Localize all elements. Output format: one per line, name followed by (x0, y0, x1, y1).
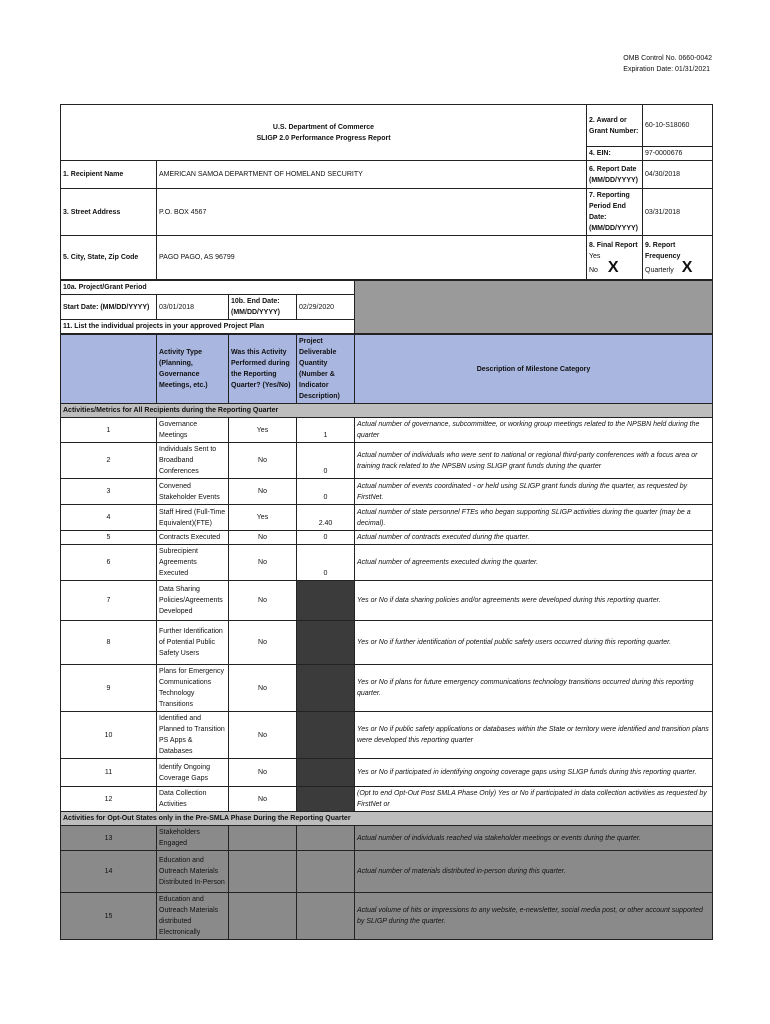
start-date-value[interactable]: 03/01/2018 (157, 295, 229, 320)
milestone-description: Yes or No if public safety applications or databases within the State or territory were identified and transition plans were developed this reporting quarter (355, 712, 713, 759)
header-blank (61, 335, 157, 404)
period-end-label: 7. Reporting Period End Date: (MM/DD/YYYY) (587, 189, 643, 236)
final-report-no: No (589, 266, 598, 274)
final-report-cell (587, 236, 643, 280)
project-period-label: 10a. Project/Grant Period (61, 281, 355, 295)
header-performed: Was this Activity Performed during the Reporting Quarter? (Yes/No) (229, 335, 297, 404)
opt-out-row (61, 826, 713, 851)
opt-out-rows (61, 826, 713, 940)
street-address-value[interactable]: P.O. BOX 4567 (157, 189, 587, 236)
performed-value[interactable] (229, 826, 297, 851)
progress-report-form (60, 104, 712, 940)
final-report-yes[interactable]: Yes (589, 252, 601, 260)
quantity-value[interactable]: 2.40 (297, 505, 355, 531)
activity-type: Governance Meetings (157, 418, 229, 443)
performed-value[interactable]: No (229, 545, 297, 581)
award-number-label: 2. Award or Grant Number: (587, 105, 643, 147)
city-state-zip-value[interactable]: PAGO PAGO, AS 96799 (157, 236, 587, 280)
performed-value[interactable]: Yes (229, 505, 297, 531)
opt-out-row (61, 851, 713, 893)
quantity-value[interactable]: 0 (297, 443, 355, 479)
end-date-label: 10b. End Date: (MM/DD/YYYY) (229, 295, 297, 320)
table-row (61, 418, 713, 443)
report-title-cell (61, 105, 587, 161)
milestone-description: Actual number of events coordinated - or held using SLIGP grant funds during the quarter, as requested by FirstNet. (355, 479, 713, 505)
report-frequency-label: 9. Report Frequency (645, 241, 681, 260)
table-row (61, 621, 713, 665)
quantity-value[interactable] (297, 581, 355, 621)
header-description: Description of Milestone Category (355, 335, 713, 404)
end-date-value[interactable]: 02/29/2020 (297, 295, 355, 320)
activity-type: Stakeholders Engaged (157, 826, 229, 851)
table-row (61, 505, 713, 531)
performed-value[interactable]: No (229, 531, 297, 545)
activity-type: Contracts Executed (157, 531, 229, 545)
opt-out-row (61, 893, 713, 940)
ein-label: 4. EIN: (587, 147, 643, 161)
row-number: 3 (61, 479, 157, 505)
performed-value[interactable]: No (229, 443, 297, 479)
table-row (61, 787, 713, 812)
period-end-value[interactable]: 03/31/2018 (643, 189, 713, 236)
table-row (61, 712, 713, 759)
row-number: 1 (61, 418, 157, 443)
row-number: 5 (61, 531, 157, 545)
milestone-description: Actual number of state personnel FTEs who began supporting SLIGP activities during the quarter (may be a decimal). (355, 505, 713, 531)
row-number: 12 (61, 787, 157, 812)
milestone-description: Actual number of materials distributed in-person during this quarter. (355, 851, 713, 893)
table-row (61, 665, 713, 712)
quantity-value[interactable] (297, 712, 355, 759)
row-number: 14 (61, 851, 157, 893)
ein-value[interactable]: 97-0000676 (643, 147, 713, 161)
row-number: 9 (61, 665, 157, 712)
shaded-block (355, 281, 713, 334)
activity-type: Plans for Emergency Communications Technology Transitions (157, 665, 229, 712)
milestone-description: Yes or No if further identification of potential public safety users occurred during this reporting quarter. (355, 621, 713, 665)
report-frequency-value: Quarterly (645, 266, 674, 274)
final-report-no-row[interactable] (589, 258, 640, 276)
quantity-value[interactable] (297, 759, 355, 787)
department-title: U.S. Department of Commerce (272, 123, 375, 131)
activity-type: Identify Ongoing Coverage Gaps (157, 759, 229, 787)
performed-value[interactable]: No (229, 665, 297, 712)
report-date-value[interactable]: 04/30/2018 (643, 161, 713, 189)
final-report-no-mark: X (607, 258, 619, 276)
table-row (61, 545, 713, 581)
row-number: 7 (61, 581, 157, 621)
activity-type: Further Identification of Potential Public Safety Users (157, 621, 229, 665)
performed-value[interactable] (229, 851, 297, 893)
row-number: 4 (61, 505, 157, 531)
project-list-label: 11. List the individual projects in your approved Project Plan (61, 320, 355, 334)
activity-type: Convened Stakeholder Events (157, 479, 229, 505)
table-row (61, 581, 713, 621)
milestone-description: Actual number of governance, subcommittee, or working group meetings related to the NPSBN held during the quarter (355, 418, 713, 443)
omb-control-number: OMB Control No. 0660-0042 (623, 55, 712, 62)
row-number: 13 (61, 826, 157, 851)
row-number: 11 (61, 759, 157, 787)
report-date-label: 6. Report Date (MM/DD/YYYY) (587, 161, 643, 189)
row-number: 8 (61, 621, 157, 665)
report-frequency-row[interactable] (645, 258, 710, 276)
recipient-name-label: 1. Recipient Name (61, 161, 157, 189)
activity-type: Staff Hired (Full-Time Equivalent)(FTE) (157, 505, 229, 531)
final-report-label: 8. Final Report (589, 241, 638, 249)
table-row (61, 479, 713, 505)
project-period-table (60, 280, 713, 334)
milestone-description: Actual number of agreements executed during the quarter. (355, 545, 713, 581)
performed-value[interactable]: Yes (229, 418, 297, 443)
milestone-description: Actual number of contracts executed during the quarter. (355, 531, 713, 545)
performed-value[interactable]: No (229, 787, 297, 812)
activity-type: Data Collection Activities (157, 787, 229, 812)
activity-type: Individuals Sent to Broadband Conferences (157, 443, 229, 479)
activity-type: Subrecipient Agreements Executed (157, 545, 229, 581)
quantity-value[interactable] (297, 787, 355, 812)
quantity-value[interactable] (297, 851, 355, 893)
table-row (61, 443, 713, 479)
activity-rows (61, 418, 713, 812)
header-activity-type: Activity Type (Planning, Governance Meetings, etc.) (157, 335, 229, 404)
quantity-value[interactable] (297, 621, 355, 665)
milestone-description: Actual number of individuals who were sent to national or regional third-party conferences with a focus area or training track related to the NPSBN using SLIGP grant funds during the quarter (355, 443, 713, 479)
quantity-value[interactable] (297, 665, 355, 712)
milestone-description: Actual volume of hits or impressions to any website, e-newsletter, social media post, or other account supported by SLIGP during the quarter. (355, 893, 713, 940)
report-title: SLIGP 2.0 Performance Progress Report (256, 134, 391, 142)
row-number: 6 (61, 545, 157, 581)
table-row (61, 759, 713, 787)
milestone-description: Actual number of individuals reached via stakeholder meetings or events during the quarter. (355, 826, 713, 851)
city-state-zip-label: 5. City, State, Zip Code (61, 236, 157, 280)
report-frequency-cell (643, 236, 713, 280)
quantity-value[interactable]: 1 (297, 418, 355, 443)
quantity-value[interactable] (297, 826, 355, 851)
activities-table (60, 334, 713, 940)
street-address-label: 3. Street Address (61, 189, 157, 236)
quantity-value[interactable]: 0 (297, 479, 355, 505)
table-row (61, 531, 713, 545)
header-table (60, 104, 713, 280)
omb-info (623, 53, 712, 75)
row-number: 15 (61, 893, 157, 940)
omb-expiration-date: Expiration Date: 01/31/2021 (623, 66, 711, 73)
performed-value[interactable] (229, 893, 297, 940)
award-number-value[interactable]: 60-10-S18060 (643, 105, 713, 147)
row-number: 2 (61, 443, 157, 479)
start-date-label: Start Date: (MM/DD/YYYY) (61, 295, 157, 320)
activity-type: Education and Outreach Materials distributed Electronically (157, 893, 229, 940)
performed-value[interactable]: No (229, 479, 297, 505)
quantity-value[interactable] (297, 893, 355, 940)
quantity-value[interactable]: 0 (297, 545, 355, 581)
performed-value[interactable]: No (229, 621, 297, 665)
performed-value[interactable]: No (229, 712, 297, 759)
performed-value[interactable]: No (229, 581, 297, 621)
header-quantity: Project Deliverable Quantity (Number & Indicator Description) (297, 335, 355, 404)
report-frequency-mark: X (681, 258, 693, 276)
activity-type: Identified and Planned to Transition PS Apps & Databases (157, 712, 229, 759)
section-all-recipients: Activities/Metrics for All Recipients during the Reporting Quarter (61, 404, 713, 418)
milestone-description: Yes or No if plans for future emergency communications technology transitions occurred during this reporting quarter. (355, 665, 713, 712)
recipient-name-value[interactable]: AMERICAN SAMOA DEPARTMENT OF HOMELAND SECURITY (157, 161, 587, 189)
section-opt-out-states: Activities for Opt-Out States only in the Pre-SMLA Phase During the Reporting Quarter (61, 812, 713, 826)
activity-type: Data Sharing Policies/Agreements Developed (157, 581, 229, 621)
milestone-description: Yes or No if participated in identifying ongoing coverage gaps using SLIGP funds during this reporting quarter. (355, 759, 713, 787)
row-number: 10 (61, 712, 157, 759)
performed-value[interactable]: No (229, 759, 297, 787)
quantity-value[interactable]: 0 (297, 531, 355, 545)
milestone-description: (Opt to end Opt-Out Post SMLA Phase Only) Yes or No if participated in data collection activities as requested by FirstNet or (355, 787, 713, 812)
activity-type: Education and Outreach Materials Distributed In-Person (157, 851, 229, 893)
milestone-description: Yes or No if data sharing policies and/or agreements were developed during this reporting quarter. (355, 581, 713, 621)
